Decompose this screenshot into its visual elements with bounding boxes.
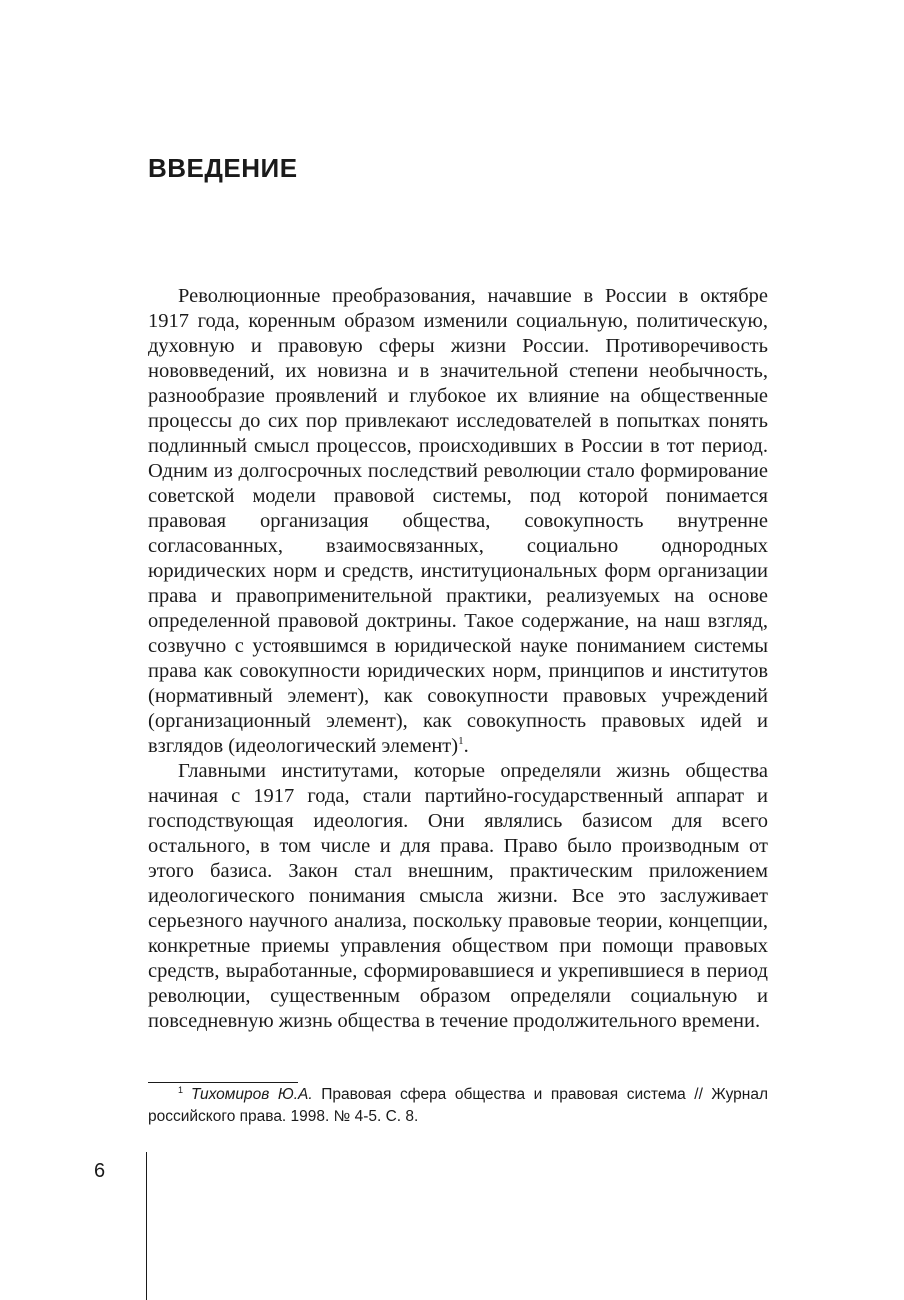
footnote-reference[interactable]: 1 (458, 735, 464, 748)
paragraph-1 (148, 284, 768, 759)
footnote-text: Правовая сфера общества и правовая система // Журнал российского права. 1998. № 4-5. С. 8. (148, 1086, 768, 1125)
paragraph-1-end: . (463, 735, 469, 757)
paragraph-2 (148, 759, 768, 1034)
footnote-author: Тихомиров Ю.А. (191, 1086, 313, 1103)
footnote (148, 1084, 768, 1128)
footnote-number: 1 (178, 1084, 184, 1095)
margin-rule (146, 1152, 147, 1300)
body-text (148, 284, 768, 1034)
chapter-heading: ВВЕДЕНИЕ (148, 153, 298, 183)
paragraph-1-text: Революционные преобразования, начавшие в России в октябре 1917 года, коренным образом изменили социальную, политическую, духовную и правовую сферы жизни России. Противоречивость нововведений, их новизна и в значительной степени необычность, разнообразие проявлений и глубокое их влияние на общественные процессы до сих пор привлекают исследователей в попытках понять подлинный смысл процессов, происходивших в России в тот период. Одним из долгосрочных последствий революции стало формирование советской модели правовой системы, под которой понимается правовая организация общества, совокупность внутренне согласованных, взаимосвязанных, социально однородных юридических норм и средств, институциональных форм организации права и правоприменительной практики, реализуемых на основе определенной правовой доктрины. Такое содержание, на наш взгляд, созвучно с устоявшимся в юридической науке пониманием системы права как совокупности юридических норм, принципов и институтов (нормативный элемент), как совокупности правовых учреждений (организационный элемент), как совокупность правовых идей и взглядов (идеологический элемент) (148, 285, 768, 757)
page-number: 6 (94, 1160, 106, 1182)
paragraph-2-text: Главными институтами, которые определяли жизнь общества начиная с 1917 года, стали партийно-государственный аппарат и господствующая идеология. Они являлись базисом для всего остального, в том числе и для права. Право было производным от этого базиса. Закон стал внешним, практическим приложением идеологического понимания смысла жизни. Все это заслуживает серьезного научного анализа, поскольку правовые теории, концепции, конкретные приемы управления обществом при помощи правовых средств, выработанные, сформировавшиеся и укрепившиеся в период революции, существенным образом определяли социальную и повседневную жизнь общества в течение продолжительного времени. (148, 760, 768, 1032)
footnote-separator (148, 1082, 298, 1083)
